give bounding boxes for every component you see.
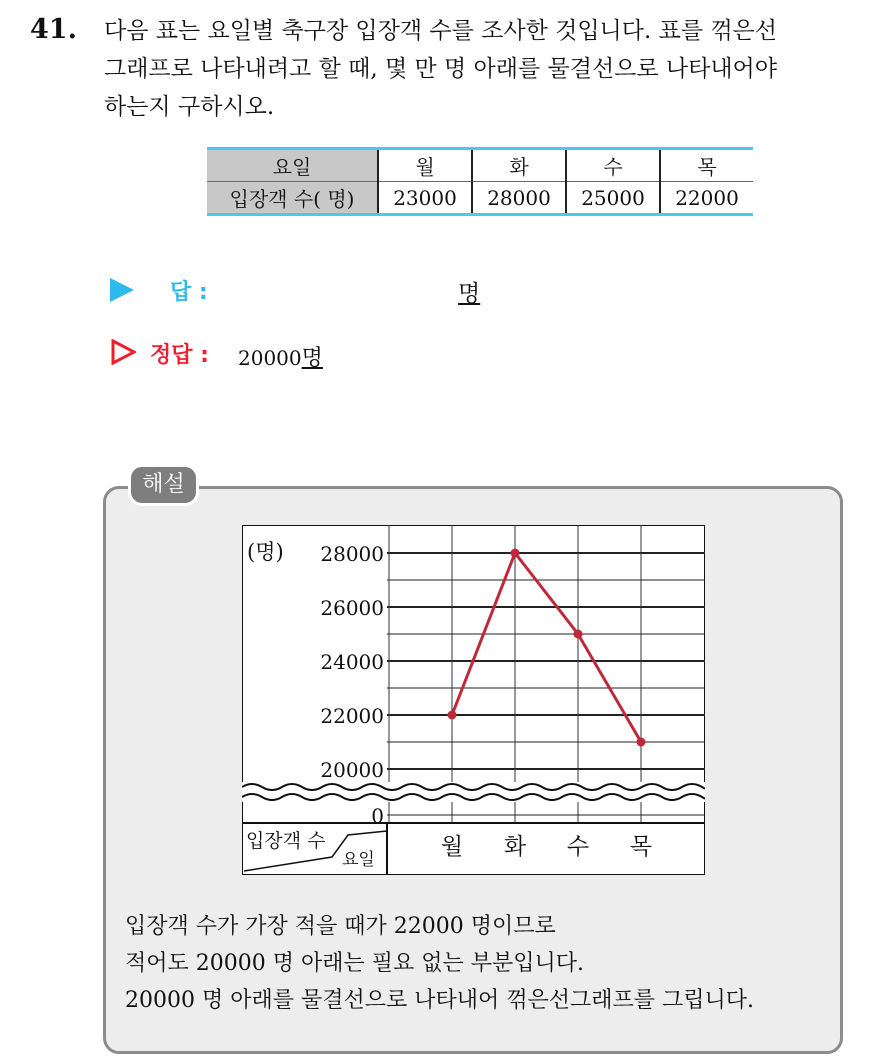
y-tick-label: 0 bbox=[371, 804, 384, 828]
answer-unit[interactable]: 명 bbox=[458, 281, 481, 307]
question-text bbox=[104, 12, 864, 126]
question-line: 다음 표는 요일별 축구장 입장객 수를 조사한 것입니다. 표를 꺾은선 bbox=[104, 18, 777, 44]
table-cell: 입장객 수( 명) bbox=[207, 182, 378, 215]
table-row bbox=[207, 182, 753, 215]
table-cell: 22000 bbox=[660, 182, 753, 215]
y-tick-label: 20000 bbox=[320, 758, 384, 782]
line-chart bbox=[242, 525, 705, 875]
y-axis-title: 입장객 수 bbox=[246, 830, 326, 852]
table-cell: 25000 bbox=[566, 182, 660, 215]
solution-row bbox=[110, 338, 610, 374]
explanation-line: 적어도 20000 명 아래는 필요 없는 부분입니다. bbox=[125, 951, 584, 976]
table-header-row bbox=[207, 149, 753, 182]
table-cell: 28000 bbox=[472, 182, 566, 215]
table-cell: 요일 bbox=[207, 149, 378, 182]
data-point bbox=[574, 630, 583, 639]
table-cell: 23000 bbox=[378, 182, 472, 215]
y-axis-unit-label: (명) bbox=[247, 540, 284, 564]
visitor-table bbox=[207, 147, 753, 216]
x-tick-label: 월 bbox=[440, 834, 464, 860]
answer-label: 답 : bbox=[170, 280, 208, 305]
answer-row bbox=[110, 275, 610, 311]
play-triangle-icon bbox=[110, 278, 134, 302]
solution-label: 정답 : bbox=[150, 343, 209, 368]
solution-value: 20000 bbox=[238, 346, 302, 370]
y-tick-label: 26000 bbox=[320, 596, 384, 620]
data-point bbox=[448, 711, 457, 720]
table-cell: 화 bbox=[472, 149, 566, 182]
explanation-text bbox=[125, 908, 754, 1019]
explanation-tab: 해설 bbox=[128, 464, 199, 506]
solution-unit: 명 bbox=[301, 346, 323, 371]
question-line: 하는지 구하시오. bbox=[104, 94, 275, 120]
x-tick-label: 수 bbox=[566, 834, 590, 860]
x-tick-label: 화 bbox=[503, 834, 527, 860]
solution-value-wrap bbox=[238, 341, 323, 372]
y-tick-label: 22000 bbox=[320, 704, 384, 728]
table-cell: 수 bbox=[566, 149, 660, 182]
explanation-line: 20000 명 아래를 물결선으로 나타내어 꺾은선그래프를 그립니다. bbox=[125, 988, 754, 1013]
table-cell: 월 bbox=[378, 149, 472, 182]
question-line: 그래프로 나타내려고 할 때, 몇 만 명 아래를 물결선으로 나타내어야 bbox=[104, 56, 777, 82]
x-axis-title: 요일 bbox=[342, 850, 375, 870]
data-point bbox=[511, 549, 520, 558]
table-cell: 목 bbox=[660, 149, 753, 182]
y-tick-label: 28000 bbox=[320, 542, 384, 566]
y-tick-label: 24000 bbox=[320, 650, 384, 674]
question-number: 41. bbox=[30, 14, 77, 45]
explanation-line: 입장객 수가 가장 적을 때가 22000 명이므로 bbox=[125, 914, 556, 939]
x-tick-label: 목 bbox=[629, 834, 653, 860]
wavy-break bbox=[242, 782, 705, 802]
outline-triangle-icon bbox=[110, 339, 136, 365]
data-point bbox=[637, 738, 646, 747]
